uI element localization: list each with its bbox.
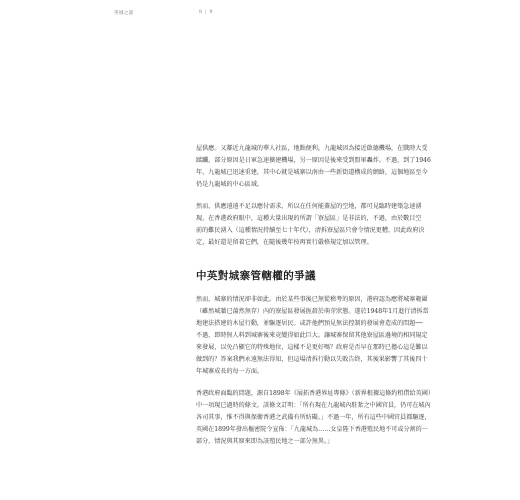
text-line: 英國在1899年發出樞密院令宣佈：「九龍城為……女皇陛下香港殖民地不可或分割的一	[196, 426, 428, 433]
text-line: 現。在香港政府眼中，這種大量出現的所謂「寮屋區」是非法的，不過，由於數目空	[196, 215, 422, 222]
text-line: 中一項現已過時的條文。該條文訂明：「所有現在九龍城內駐紮之中國官員，仍可在城內	[196, 402, 431, 409]
page-number-current: 8	[199, 10, 202, 15]
paragraph-3	[196, 294, 456, 378]
paragraph-1	[196, 143, 456, 191]
text-line: 各司其事，惟不得與保衛香港之武備有所妨礙。」不過一年，所有這些中國官員都驅逐，	[196, 414, 431, 421]
text-line: 蹂躪，部分原因是日軍急速擴建機場，另一原因是後來受到盟軍轟炸。不過，到了1946	[196, 157, 431, 164]
text-line: （雖然城牆已蕩然無存）內的寮屋區發展扼殺於萌芽狀態。遂於1948年1月進行清拆當	[196, 308, 429, 315]
paragraph-2	[196, 201, 456, 249]
text-line: 年，九龍城已迅速重建，其中心就是城寨以南由一些新街道構成的網絡，這個地區至今	[196, 169, 428, 176]
text-line: 不過，即時無人料到城寨後來竟變得如此巨大。讓城寨保留其他寮屋區邊境的相同規定	[196, 332, 428, 339]
text-line: 做到的？答案我們永遠無法得知，但這場清拆行動以失敗告終，其後果影響了其後四十	[196, 356, 428, 363]
text-line: 然而，供應遠遠不足以應付需求，所以在任何能蓋屋的空地，都可見臨時建築急速湧	[196, 203, 422, 210]
page-number	[199, 10, 212, 15]
text-line: 地建法搭建的木屋行動，並驅逐居民。或許他們預見無法控制的發展會造成的問題──	[196, 320, 423, 327]
text-line: 定，最好還是留着它們，在隨後幾年按再實行嚴格規定加以管理。	[196, 239, 373, 246]
text-line: 前的難民湧入（這種情況持續至七十年代），清拆寮屋區只會令情況更糟，因此政府決	[196, 227, 425, 234]
text-line: 來發展，以免凸顯它的特殊地位，這樣不是更好嗎？政府是否早在那時已擔心這是難以	[196, 344, 428, 351]
page-number-next: 9	[209, 10, 213, 15]
text-line: 然而，城寨的情況卻非如此。由於某些事後已無從稽考的原因，港府認為應將城寨範圍	[196, 296, 428, 303]
paragraph-4	[196, 388, 456, 448]
page-number-separator: |	[204, 10, 207, 15]
text-line: 部分，情況與其原來即為該殖民地之一部分無異。」	[196, 438, 334, 445]
body-text	[196, 143, 456, 458]
text-line: 仍是九龍城的中心區域。	[196, 181, 264, 188]
text-line: 屋供應。又鄰近九龍城的華人社區，地點便利。九龍城因為接近啟德機場，在戰時大受	[196, 145, 428, 152]
running-head: 英城之謎	[114, 11, 134, 16]
text-line: 年城寨成長的每一方面。	[196, 368, 264, 375]
text-line: 香港政府面臨的問題，源自1898年《展拓香港界址專條》（新界根據這條約租借給英國）	[196, 390, 434, 397]
section-heading: 中英對城寨管轄權的爭議	[196, 270, 316, 282]
